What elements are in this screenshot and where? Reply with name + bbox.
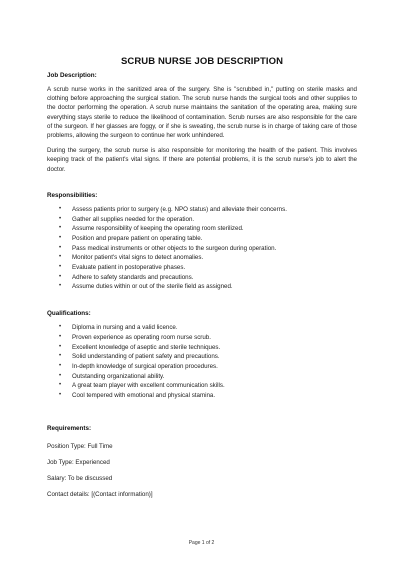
bullet-icon: • (59, 254, 62, 261)
requirements-heading: Requirements: (47, 424, 92, 432)
list-item: • Proven experience as operating room nurse scrub. (59, 333, 211, 341)
bullet-icon: • (59, 244, 62, 251)
list-item: • Assume duties within or out of the sterile field as assigned. (59, 283, 233, 291)
responsibilities-list (47, 205, 357, 292)
bullet-icon: • (59, 343, 62, 350)
job-description-paragraph: During the surgery, the scrub nurse is also responsible for monitoring the health of the patient. This involves keeping track of the patient's vital signs. If there are potential problems, it is the scrub nurse's job to alert the doctor. (47, 147, 357, 173)
responsibilities-heading: Responsibilities: (47, 191, 98, 199)
page-number: Page 1 of 2 (188, 540, 215, 546)
list-item: • Monitor patient's vital signs to detect anomalies. (59, 254, 204, 262)
list-item: • Assess patients prior to surgery (e.g. NPO status) and alleviate their concerns. (59, 205, 287, 213)
bullet-icon: • (59, 225, 62, 232)
bullet-icon: • (59, 215, 62, 222)
list-item: • Position and prepare patient on operating table. (59, 234, 203, 242)
qualifications-list (47, 323, 357, 401)
list-item: • A great team player with excellent communication skills. (59, 382, 225, 390)
document-page (47, 56, 357, 506)
bullet-icon: • (59, 362, 62, 369)
list-item: • Diploma in nursing and a valid licence. (59, 324, 178, 332)
bullet-icon: • (59, 283, 62, 290)
position-type-line: Position Type: Full Time (47, 442, 113, 450)
list-item: • In-depth knowledge of surgical operation procedures. (59, 362, 218, 370)
bullet-icon: • (59, 234, 62, 241)
salary-line: Salary: To be discussed (47, 474, 113, 482)
bullet-icon: • (59, 205, 62, 212)
list-item: • Cool tempered with emotional and physical stamina. (59, 392, 216, 400)
document-title: SCRUB NURSE JOB DESCRIPTION (120, 56, 284, 67)
list-item: • Excellent knowledge of aseptic and sterile techniques. (59, 343, 221, 351)
contact-details-line: Contact details: [(Contact information)] (47, 490, 153, 498)
list-item: • Outstanding organizational ability. (59, 372, 165, 380)
list-item: • Solid understanding of patient safety and precautions. (59, 353, 220, 361)
bullet-icon: • (59, 273, 62, 280)
qualifications-heading: Qualifications: (47, 310, 91, 318)
bullet-icon: • (59, 333, 62, 340)
bullet-icon: • (59, 382, 62, 389)
job-description-heading: Job Description: (47, 72, 97, 79)
list-item: • Assume responsibility of keeping the operating room sterilized. (59, 225, 244, 233)
list-item: • Pass medical instruments or other objects to the surgeon during operation. (59, 244, 277, 252)
job-type-line: Job Type: Experienced (47, 458, 110, 466)
list-item: • Adhere to safety standards and precautions. (59, 273, 194, 281)
bullet-icon: • (59, 392, 62, 399)
bullet-icon: • (59, 353, 62, 360)
bullet-icon: • (59, 324, 62, 331)
list-item: • Gather all supplies needed for the operation. (59, 215, 195, 223)
bullet-icon: • (59, 372, 62, 379)
bullet-icon: • (59, 264, 62, 271)
list-item: • Evaluate patient in postoperative phases. (59, 264, 186, 272)
job-description-paragraph: A scrub nurse works in the sanitized area of the surgery. She is "scrubbed in," putting on sterile masks and clothing before approaching the surgical station. The scrub nurse hands the surgical tools and other supplies to the doctor performing the operation. A scrub nurse maintains the sanitation of the operating area, making sure everything stays sterile to reduce the likelihood of contamination. Scrub nurses are also responsible for the care of the surgeon. If her glasses are foggy, or if she is sweating, the scrub nurse is in charge of taking care of those problems, allowing the surgeon to continue her work unhindered. (47, 86, 357, 140)
